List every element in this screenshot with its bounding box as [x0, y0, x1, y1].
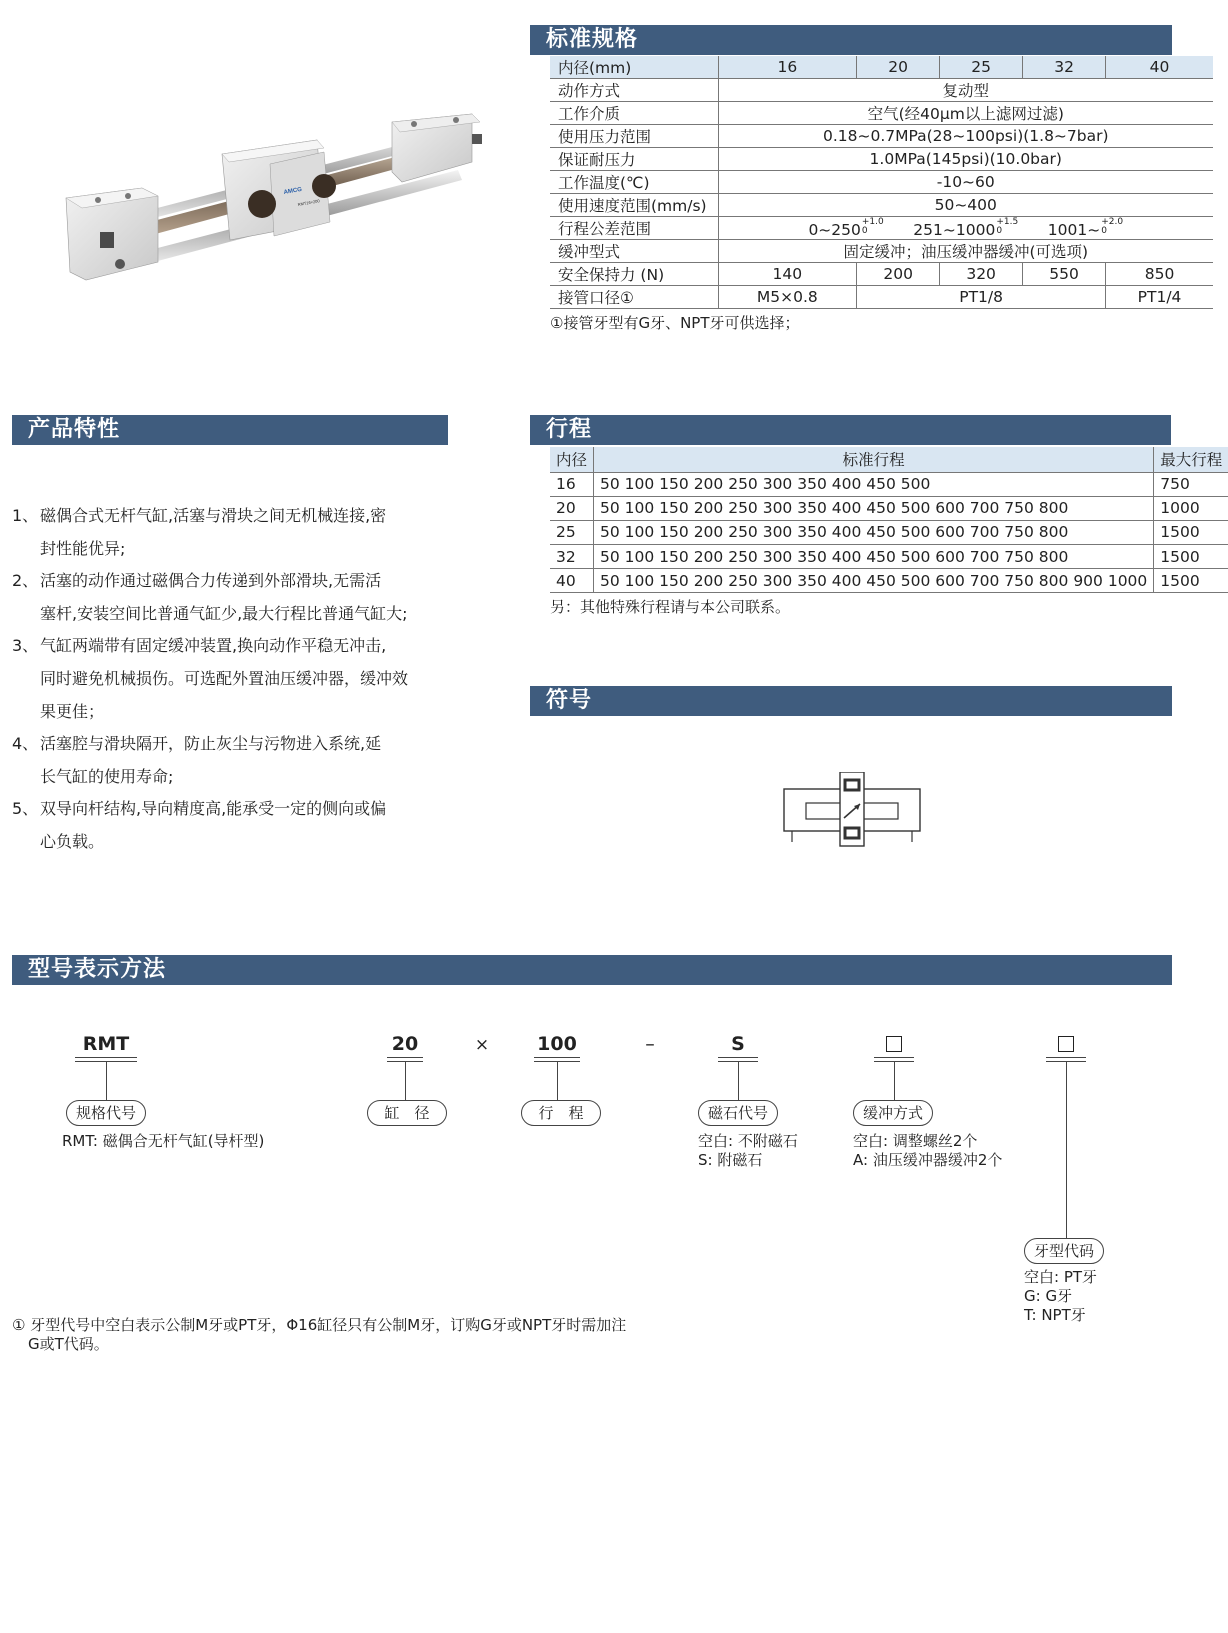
spec-bore-16: 16	[718, 56, 857, 79]
stroke-bore: 16	[550, 472, 594, 496]
spec-tolerance-value	[718, 217, 1213, 240]
stroke-std: 50 100 150 200 250 300 350 400 450 500 600 700 750 800	[594, 520, 1154, 544]
tolerance-upper-2: +1.5	[996, 216, 1019, 227]
label-series: 规格代号	[66, 1100, 146, 1126]
spec-row-value: 0.18~0.7MPa(28~100psi)(1.8~7bar)	[718, 125, 1213, 148]
stroke-max: 1500	[1154, 520, 1228, 544]
holding-value-32: 550	[1023, 263, 1106, 286]
stroke-table	[550, 447, 1228, 593]
section-title-symbol: 符号	[546, 688, 593, 713]
feature-line: 活塞的动作通过磁偶合力传递到外部滑块,无需活	[40, 571, 382, 591]
section-title-spec: 标准规格	[546, 27, 639, 52]
spec-row-label: 使用压力范围	[550, 125, 718, 148]
spec-row	[550, 194, 1213, 217]
photo-model-text: RMT16×200	[297, 198, 320, 207]
stroke-row	[550, 569, 1228, 593]
spec-row-label: 工作介质	[550, 102, 718, 125]
leader-stroke	[557, 1061, 558, 1100]
model-footnote	[12, 1316, 626, 1354]
feature-line: 长气缸的使用寿命;	[40, 766, 174, 786]
code-dash: –	[645, 1033, 655, 1055]
thread-desc-line: G: G牙	[1024, 1287, 1073, 1305]
code-magnet: S	[731, 1033, 745, 1055]
spec-holding-row	[550, 263, 1213, 286]
feature-line: 果更佳；	[40, 701, 105, 721]
spec-row-label: 动作方式	[550, 79, 718, 102]
stroke-header-std: 标准行程	[594, 447, 1154, 472]
footnote-line: ① 牙型代号中空白表示公制M牙或PT牙，Φ16缸径只有公制M牙，订购G牙或NPT牙时需加注	[12, 1316, 627, 1334]
cushion-desc	[853, 1132, 1002, 1170]
rule-thread	[1046, 1057, 1086, 1058]
spec-row	[550, 148, 1213, 171]
cushion-desc-line: 空白: 调整螺丝2个	[853, 1132, 978, 1150]
rule-magnet	[718, 1057, 758, 1058]
feature-line: 同时避免机械损伤。可选配外置油压缓冲器，缓冲效	[40, 668, 409, 688]
feature-number: 5、	[12, 799, 39, 819]
label-cushion: 缓冲方式	[853, 1100, 933, 1126]
rule-bore	[387, 1057, 423, 1058]
stroke-max: 1500	[1154, 545, 1228, 569]
spec-row-value: 复动型	[718, 79, 1213, 102]
spec-row-label: 使用速度范围(mm/s)	[550, 194, 718, 217]
label-stroke: 行 程	[521, 1100, 601, 1126]
spec-tolerance-label: 行程公差范围	[550, 217, 718, 240]
thread-desc-line: 空白: PT牙	[1024, 1268, 1098, 1286]
stroke-bore: 25	[550, 520, 594, 544]
leader-bore	[405, 1061, 406, 1100]
magnet-desc-line: S: 附磁石	[698, 1151, 763, 1169]
leader-magnet	[738, 1061, 739, 1100]
tolerance-lower-1: 0	[861, 225, 868, 236]
section-header-features	[12, 415, 448, 445]
stroke-header-max: 最大行程	[1154, 447, 1228, 472]
spec-cushion-row	[550, 240, 1213, 263]
spec-row-label: 保证耐压力	[550, 148, 718, 171]
section-header-stroke	[530, 415, 1171, 445]
code-cushion-box	[882, 1035, 906, 1057]
stroke-std: 50 100 150 200 250 300 350 400 450 500 600 700 750 800 900 1000	[594, 569, 1154, 593]
stroke-row	[550, 496, 1228, 520]
stroke-row	[550, 545, 1228, 569]
feature-line: 心负载。	[40, 831, 105, 851]
stroke-row	[550, 472, 1228, 496]
spec-cushion-label: 缓冲型式	[550, 240, 718, 263]
holding-value-40: 850	[1106, 263, 1213, 286]
feature-item	[12, 500, 442, 565]
leader-series	[106, 1061, 107, 1100]
section-header-model	[12, 955, 1172, 985]
spec-port-row	[550, 286, 1213, 309]
feature-number: 3、	[12, 636, 39, 656]
stroke-std: 50 100 150 200 250 300 350 400 450 500 600 700 750 800	[594, 545, 1154, 569]
rule-series	[75, 1057, 137, 1058]
spec-cushion-value: 固定缓冲；油压缓冲器缓冲(可选项)	[718, 240, 1213, 263]
stroke-row	[550, 520, 1228, 544]
feature-line: 磁偶合式无杆气缸,活塞与滑块之间无机械连接,密	[40, 506, 387, 525]
code-series: RMT	[82, 1033, 130, 1055]
feature-line: 塞杆,安装空间比普通气缸少,最大行程比普通气缸大;	[40, 603, 408, 623]
rule-stroke	[534, 1057, 580, 1058]
tolerance-lower-2: 0	[996, 225, 1003, 236]
code-thread-box	[1054, 1035, 1078, 1057]
tolerance-range-2: 251~1000	[913, 220, 996, 239]
section-header-spec	[530, 25, 1172, 55]
section-title-model: 型号表示方法	[28, 957, 167, 982]
port-value-16: M5×0.8	[718, 286, 857, 309]
holding-value-25: 320	[940, 263, 1023, 286]
spec-table	[550, 56, 1213, 309]
section-title-stroke: 行程	[546, 417, 593, 442]
stroke-bore: 20	[550, 496, 594, 520]
port-value-20-32: PT1/8	[857, 286, 1106, 309]
port-value-40: PT1/4	[1106, 286, 1213, 309]
spec-row	[550, 171, 1213, 194]
feature-line: 气缸两端带有固定缓冲装置,换向动作平稳无冲击,	[40, 636, 387, 656]
feature-line: 封性能优异;	[40, 538, 126, 558]
feature-item	[12, 630, 442, 728]
code-times: ×	[474, 1035, 490, 1055]
spec-bore-label: 内径(mm)	[550, 56, 718, 79]
stroke-std: 50 100 150 200 250 300 350 400 450 500 600 700 750 800	[594, 496, 1154, 520]
section-title-features: 产品特性	[28, 417, 121, 442]
cylinder-symbol	[782, 772, 922, 856]
tolerance-upper-1: +1.0	[861, 216, 884, 227]
code-stroke: 100	[537, 1033, 577, 1055]
spec-row-value: -10~60	[718, 171, 1213, 194]
spec-row	[550, 79, 1213, 102]
spec-note: ①接管牙型有G牙、NPT牙可供选择；	[550, 314, 800, 332]
magnet-desc-line: 空白: 不附磁石	[698, 1132, 798, 1150]
spec-bore-25: 25	[940, 56, 1023, 79]
spec-bore-32: 32	[1023, 56, 1106, 79]
spec-row-value: 空气(经40μm以上滤网过滤)	[718, 102, 1213, 125]
spec-tolerance-row	[550, 217, 1213, 240]
stroke-max: 1000	[1154, 496, 1228, 520]
stroke-header-row	[550, 447, 1228, 472]
feature-item	[12, 793, 442, 858]
leader-cushion	[894, 1061, 895, 1100]
feature-line: 活塞腔与滑块隔开，防止灰尘与污物进入系统,延	[40, 734, 382, 754]
series-desc: RMT: 磁偶合无杆气缸(导杆型)	[62, 1132, 265, 1150]
code-bore: 20	[391, 1033, 419, 1055]
spec-row	[550, 125, 1213, 148]
stroke-std: 50 100 150 200 250 300 350 400 450 500	[594, 472, 1154, 496]
feature-number: 1、	[12, 506, 39, 525]
rule-cushion	[874, 1057, 914, 1058]
holding-value-20: 200	[857, 263, 940, 286]
tolerance-range-1: 0~250	[808, 220, 861, 239]
tolerance-lower-3: 0	[1101, 225, 1107, 236]
feature-number: 2、	[12, 571, 39, 591]
leader-thread	[1066, 1061, 1067, 1238]
holding-value-16: 140	[718, 263, 857, 286]
stroke-max: 750	[1154, 472, 1228, 496]
stroke-max: 1500	[1154, 569, 1228, 593]
stroke-bore: 32	[550, 545, 594, 569]
stroke-header-bore: 内径	[550, 447, 594, 472]
spec-row-label: 工作温度(℃)	[550, 171, 718, 194]
stroke-note: 另：其他特殊行程请与本公司联系。	[550, 598, 791, 616]
label-thread: 牙型代码	[1024, 1238, 1104, 1264]
photo-brand: AMCG	[283, 186, 303, 196]
stroke-bore: 40	[550, 569, 594, 593]
feature-number: 4、	[12, 734, 39, 754]
thread-desc	[1024, 1268, 1097, 1325]
footnote-line: G或T代码。	[28, 1335, 109, 1353]
feature-item	[12, 565, 442, 630]
tolerance-range-3: 1001~	[1047, 220, 1101, 239]
spec-bore-40: 40	[1106, 56, 1213, 79]
spec-row	[550, 102, 1213, 125]
spec-port-label: 接管口径①	[550, 286, 718, 309]
tolerance-upper-3: +2.0	[1101, 216, 1124, 227]
spec-header-row	[550, 56, 1213, 79]
magnet-desc	[698, 1132, 798, 1170]
feature-item	[12, 728, 442, 793]
cushion-desc-line: A: 油压缓冲器缓冲2个	[853, 1151, 1003, 1169]
spec-row-value: 1.0MPa(145psi)(10.0bar)	[718, 148, 1213, 171]
feature-list	[12, 500, 442, 859]
thread-desc-line: T: NPT牙	[1024, 1306, 1086, 1324]
section-header-symbol	[530, 686, 1172, 716]
label-magnet: 磁石代号	[698, 1100, 778, 1126]
spec-bore-20: 20	[857, 56, 940, 79]
feature-line: 双导向杆结构,导向精度高,能承受一定的侧向或偏	[40, 799, 387, 819]
spec-row-value: 50~400	[718, 194, 1213, 217]
spec-holding-label: 安全保持力 (N)	[550, 263, 718, 286]
label-bore: 缸 径	[367, 1100, 447, 1126]
product-photo	[62, 112, 502, 302]
